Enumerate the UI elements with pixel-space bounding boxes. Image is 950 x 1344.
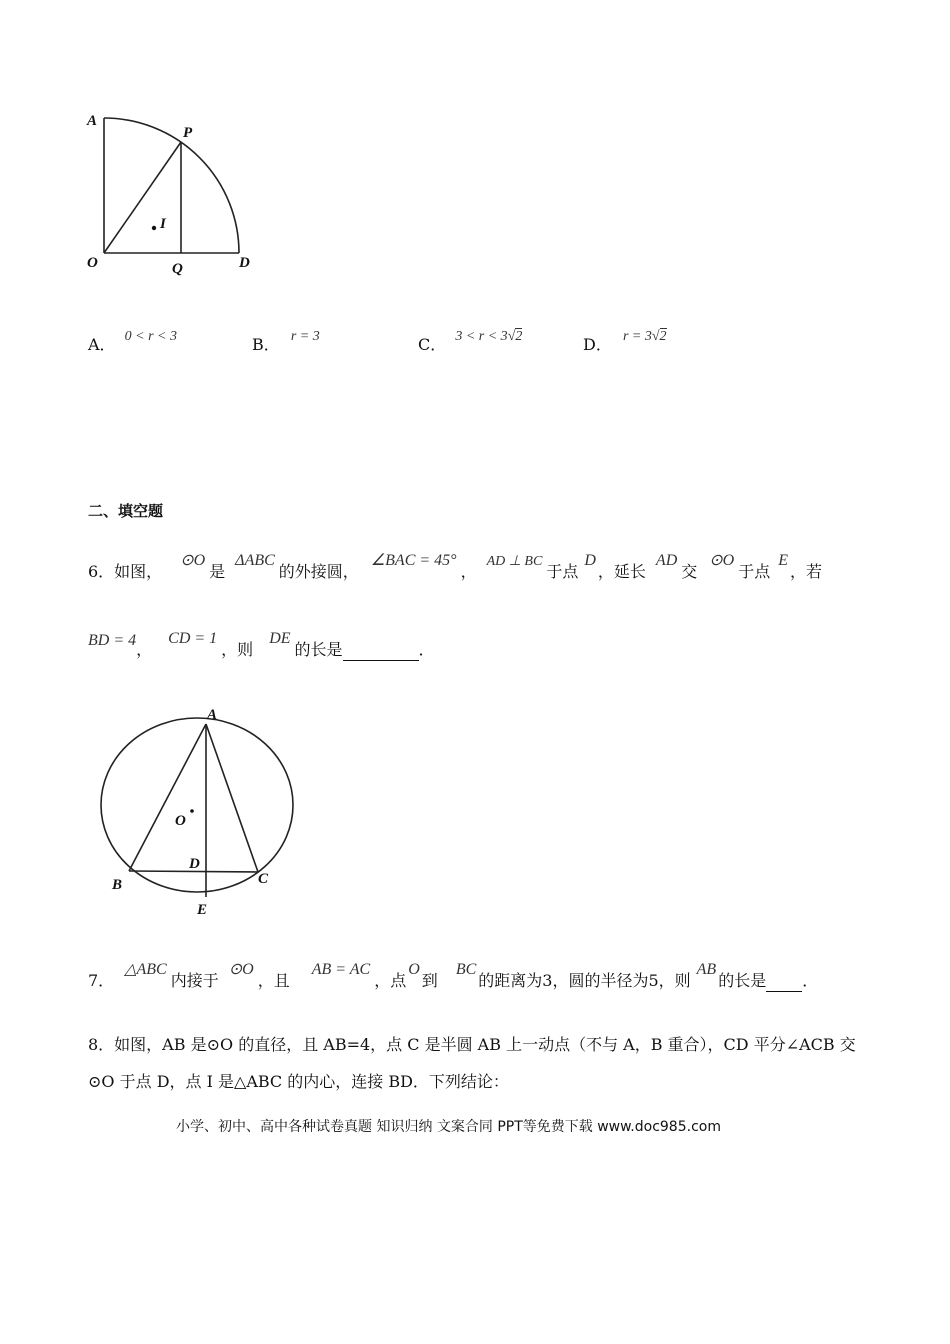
- option-expression: [455, 329, 522, 344]
- q5-option-c: [418, 329, 523, 354]
- label-P: P: [183, 125, 193, 141]
- label-A: A: [207, 707, 218, 723]
- segment-AC: [206, 724, 258, 872]
- math-bc: BC: [455, 961, 477, 978]
- segment-AB: [129, 724, 206, 871]
- text-dian: ，点: [374, 971, 407, 990]
- sqrt-radicand: 2: [515, 329, 523, 344]
- option-letter: B．: [252, 335, 280, 354]
- math-circle-o: ⊙O: [180, 552, 206, 569]
- text-end: ．: [418, 640, 435, 659]
- text-yudian: 于点: [546, 562, 579, 581]
- q7-number: 7．: [88, 971, 115, 990]
- sqrt-sign: √: [651, 329, 660, 344]
- math-bd-eq-4: BD = 4: [88, 632, 137, 649]
- text-neijie: 内接于: [170, 971, 219, 990]
- label-D: D: [189, 856, 200, 872]
- text-ze: ，则: [221, 640, 254, 659]
- arc-AD: [104, 118, 239, 253]
- sqrt-radicand: 2: [659, 329, 667, 344]
- q8-line1: 8．如图，AB 是⊙O 的直径，且 AB=4，点 C 是半圆 AB 上一动点（不与 A，B 重合），CD 平分∠ACB 交: [88, 1035, 856, 1054]
- math-de: DE: [269, 630, 291, 647]
- sqrt-sign: √: [507, 329, 516, 344]
- expr-text: 3 < r < 3: [455, 329, 508, 344]
- label-Q: Q: [172, 261, 183, 277]
- page-footer: 小学、初中、高中各种试卷真题 知识归纳 文案合同 PPT等免费下载 www.doc985.com: [176, 1119, 721, 1135]
- math-angle-bac: ∠BAC = 45°: [370, 552, 457, 569]
- option-expression: r = 3: [290, 329, 320, 344]
- text-shi: 是: [209, 562, 226, 581]
- quarter-circle-figure: [80, 105, 270, 285]
- math-d: D: [584, 552, 596, 569]
- label-I: I: [160, 216, 166, 232]
- label-B: B: [112, 877, 123, 893]
- text-tail: 的长是: [718, 971, 767, 990]
- label-O: O: [175, 813, 186, 829]
- math-o: O: [408, 961, 420, 978]
- text-comma: ，: [460, 562, 477, 581]
- q6-line2: [88, 630, 435, 661]
- q6-line1: [88, 552, 823, 584]
- center-point-O: [190, 809, 194, 813]
- answer-blank[interactable]: [343, 640, 419, 661]
- text-outer: 的外接圆，: [278, 562, 359, 581]
- text-comma: ，: [136, 640, 153, 659]
- text-end: ．: [802, 971, 819, 990]
- q7-line: [88, 961, 819, 992]
- section-title: 二、填空题: [88, 502, 164, 520]
- math-circle-o-2: ⊙O: [709, 552, 735, 569]
- math-ab: AB: [696, 961, 717, 978]
- expr-text: r = 3: [622, 329, 652, 344]
- label-O: O: [87, 255, 98, 271]
- label-A: A: [87, 113, 98, 129]
- option-expression: 0 < r < 3: [124, 329, 177, 344]
- q5-option-d: [583, 329, 667, 354]
- math-cd-eq-1: CD = 1: [168, 630, 218, 647]
- math-ad: AD: [655, 552, 678, 569]
- circumcircle-figure: [95, 700, 295, 925]
- text-extend: ，延长: [597, 562, 646, 581]
- text-distance: 的距离为3，圆的半径为5，则: [478, 971, 691, 990]
- segment-OP: [104, 142, 181, 253]
- incenter-point-I: [152, 226, 156, 230]
- option-letter: D．: [583, 335, 612, 354]
- text-ruo: ，若: [790, 562, 823, 581]
- text-yudian-2: 于点: [738, 562, 771, 581]
- label-C: C: [258, 871, 269, 887]
- math-ab-eq-ac: AB = AC: [311, 961, 371, 978]
- answer-blank[interactable]: [766, 971, 802, 992]
- math-circle-o: ⊙O: [228, 961, 254, 978]
- text-jiao: 交: [681, 562, 698, 581]
- math-triangle-abc: △ABC: [124, 961, 167, 978]
- text-tail: 的长是: [294, 640, 343, 659]
- math-ad-perp-bc: AD ⊥ BC: [486, 554, 543, 569]
- q6-number: 6．如图，: [88, 562, 163, 581]
- q5-option-b: [252, 329, 320, 354]
- math-e: E: [778, 552, 789, 569]
- text-qie: ，且: [257, 971, 290, 990]
- text-dao: 到: [421, 971, 438, 990]
- q8-line2: ⊙O 于点 D，点 I 是△ABC 的内心，连接 BD．下列结论：: [88, 1072, 509, 1091]
- label-D: D: [239, 255, 250, 271]
- option-expression: [623, 329, 667, 344]
- label-E: E: [197, 902, 208, 918]
- q5-option-a: [88, 329, 177, 354]
- math-triangle-abc: ΔABC: [235, 552, 275, 569]
- option-letter: A．: [88, 335, 116, 354]
- option-letter: C．: [418, 335, 447, 354]
